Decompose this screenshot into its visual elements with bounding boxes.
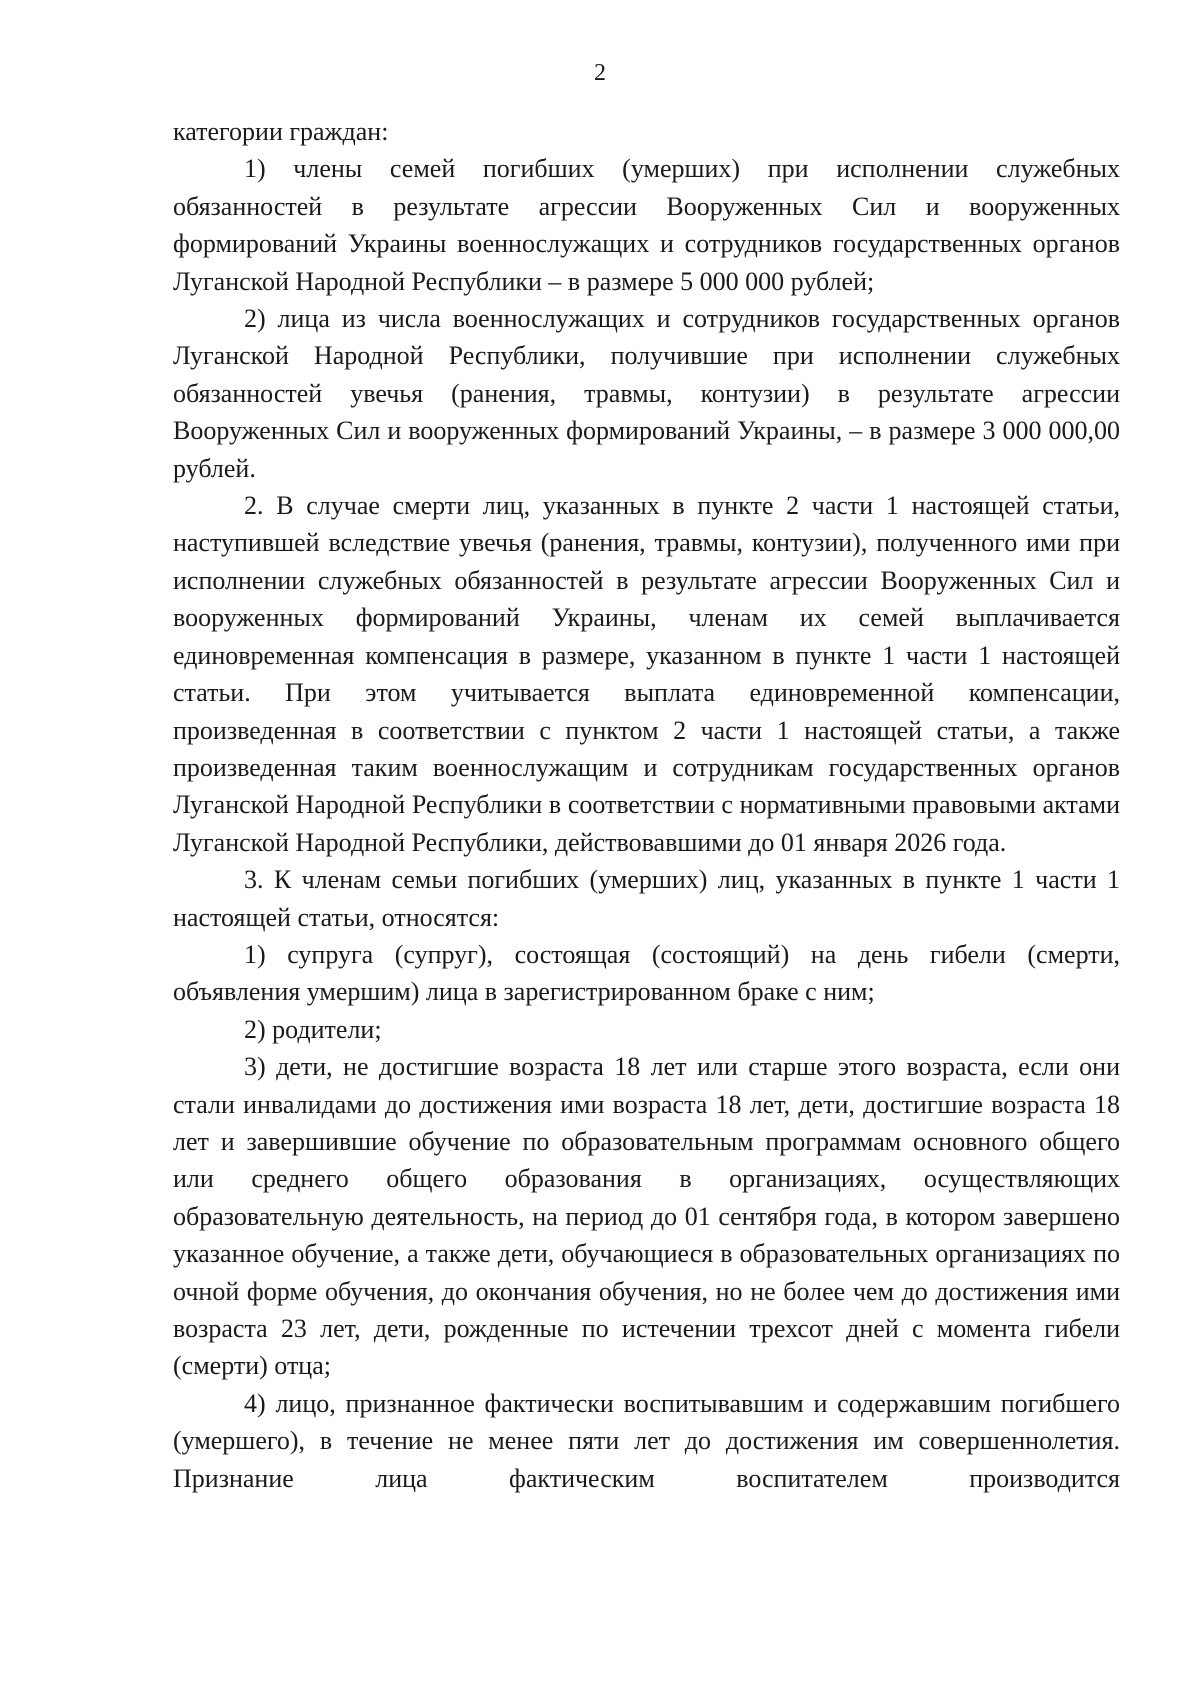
paragraph-item-3-1: 1) супруга (супруг), состоящая (состоящий) на день гибели (смерти, объявления умершим) лица в зарегистрированном браке с ним; (173, 939, 1120, 1007)
paragraph-section-3: 3. К членам семьи погибших (умерших) лиц, указанных в пункте 1 части 1 настоящей статьи, относятся: (173, 865, 1120, 932)
document-body (173, 113, 1120, 1497)
paragraph-item-1-1: 1) члены семей погибших (умерших) при исполнении служебных обязанностей в результате агрессии Вооруженных Сил и вооруженных формирований Украины военнослужащих и сотрудников государственных органов Луганской Народной Республики – в размере 5 000 000 рублей; (173, 154, 1120, 296)
paragraph-item-3-3: 3) дети, не достигшие возраста 18 лет или старше этого возраста, если они стали инвалидами до достижения ими возраста 18 лет, дети, достигшие возраста 18 лет и завершившие обучение по образовательным программам основного общего или среднего общего образования в организациях, осуществляющих образовательную деятельность, на период до 01 сентября года, в котором завершено указанное обучение, а также дети, обучающиеся в образовательных организациях по очной форме обучения, до окончания обучения, но не более чем до достижения ими возраста 23 лет, дети, рожденные по истечении трехсот дней с момента гибели (смерти) отца; (173, 1052, 1120, 1381)
page-number: 2 (594, 60, 606, 86)
paragraph-section-2: 2. В случае смерти лиц, указанных в пункте 2 части 1 настоящей статьи, наступившей вследствие увечья (ранения, травмы, контузии), полученного ими при исполнении служебных обязанностей в результате агрессии Вооруженных Сил и вооруженных формирований Украины, членам их семей выплачивается единовременная компенсация в размере, указанном в пункте 1 части 1 настоящей статьи. При этом учитывается выплата единовременной компенсации, произведенная в соответствии с пунктом 2 части 1 настоящей статьи, а также произведенная таким военнослужащим и сотрудникам государственных органов Луганской Народной Республики в соответствии с нормативными правовыми актами Луганской Народной Республики, действовавшими до 01 января 2026 года. (173, 491, 1120, 857)
paragraph-intro: категории граждан: (173, 117, 389, 146)
paragraph-item-3-4: 4) лицо, признанное фактически воспитывавшим и содержавшим погибшего (умершего), в течение не менее пяти лет до достижения им совершеннолетия. Признание лица фактическим воспитателем производится (173, 1388, 1120, 1493)
paragraph-item-1-2: 2) лица из числа военнослужащих и сотрудников государственных органов Луганской Народной Республики, получившие при исполнении служебных обязанностей увечья (ранения, травмы, контузии) в результате агрессии Вооруженных Сил и вооруженных формирований Украины, – в размере 3 000 000,00 рублей. (173, 304, 1120, 483)
paragraph-item-3-2: 2) родители; (244, 1014, 382, 1044)
